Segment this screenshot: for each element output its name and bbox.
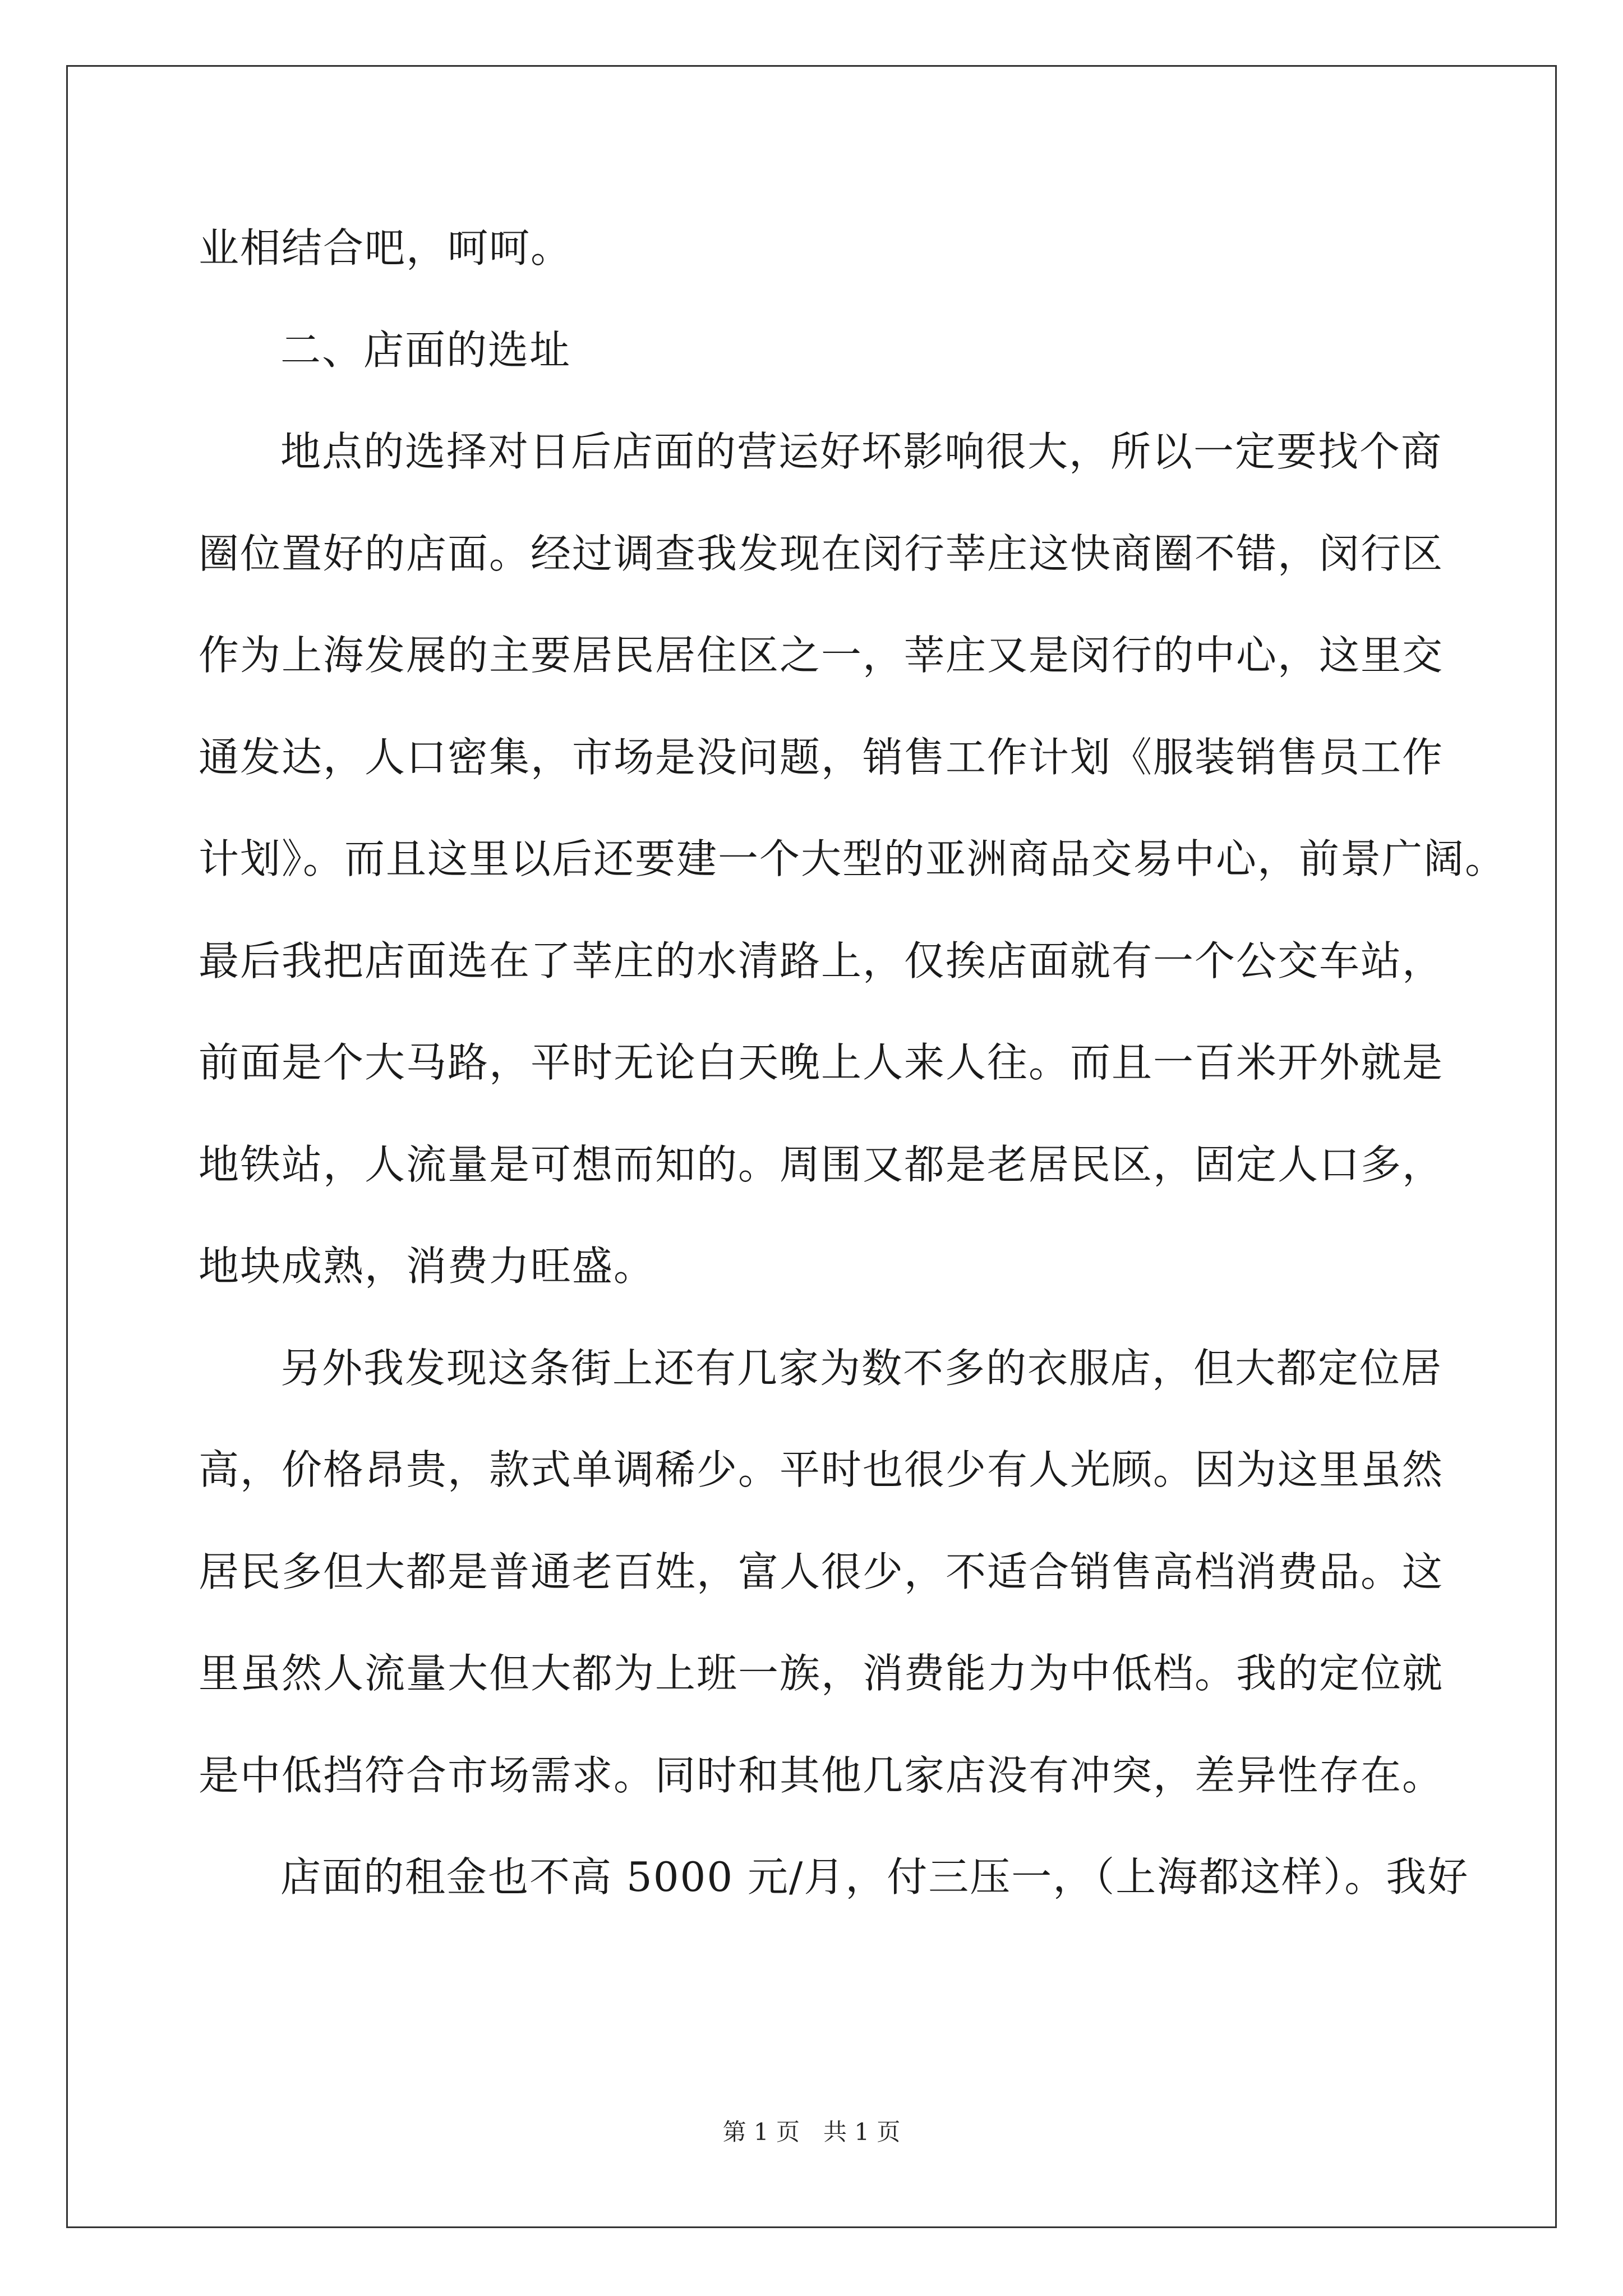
text-line: 是中低挡符合市场需求。同时和其他几家店没有冲突，差异性存在。 bbox=[199, 1751, 1444, 1799]
section-heading: 二、店面的选址 bbox=[280, 326, 571, 374]
text-line: 最后我把店面选在了莘庄的水清路上，仅挨店面就有一个公交车站， bbox=[199, 937, 1444, 984]
text-line: 里虽然人流量大但大都为上班一族，消费能力为中低档。我的定位就 bbox=[199, 1650, 1444, 1697]
text-line: 业相结合吧，呵呵。 bbox=[199, 224, 573, 272]
text-line: 地铁站，人流量是可想而知的。周围又都是老居民区，固定人口多， bbox=[199, 1140, 1444, 1188]
text-line: 店面的租金也不高 5000 元/月，付三压一，（上海都这样）。我好 bbox=[280, 1853, 1469, 1901]
text-line: 地块成熟，消费力旺盛。 bbox=[199, 1243, 656, 1290]
text-line: 地点的选择对日后店面的营运好坏影响很大，所以一定要找个商 bbox=[280, 428, 1443, 475]
text-line: 居民多但大都是普通老百姓，富人很少，不适合销售高档消费品。这 bbox=[199, 1548, 1444, 1595]
text-line: 作为上海发展的主要居民居住区之一，莘庄又是闵行的中心，这里交 bbox=[199, 632, 1444, 679]
text-line: 高，价格昂贵，款式单调稀少。平时也很少有人光顾。因为这里虽然 bbox=[199, 1446, 1444, 1493]
text-line: 圈位置好的店面。经过调查我发现在闵行莘庄这快商圈不错，闵行区 bbox=[199, 530, 1444, 577]
page-number-footer: 第 1 页 共 1 页 bbox=[722, 2118, 901, 2146]
text-line: 前面是个大马路，平时无论白天晚上人来人往。而且一百米开外就是 bbox=[199, 1039, 1444, 1086]
text-line: 通发达，人口密集，市场是没问题，销售工作计划《服装销售员工作 bbox=[199, 733, 1444, 781]
text-line: 计划》。而且这里以后还要建一个大型的亚洲商品交易中心，前景广阔。 bbox=[199, 835, 1507, 882]
text-line: 另外我发现这条街上还有几家为数不多的衣服店，但大都定位居 bbox=[280, 1344, 1443, 1392]
